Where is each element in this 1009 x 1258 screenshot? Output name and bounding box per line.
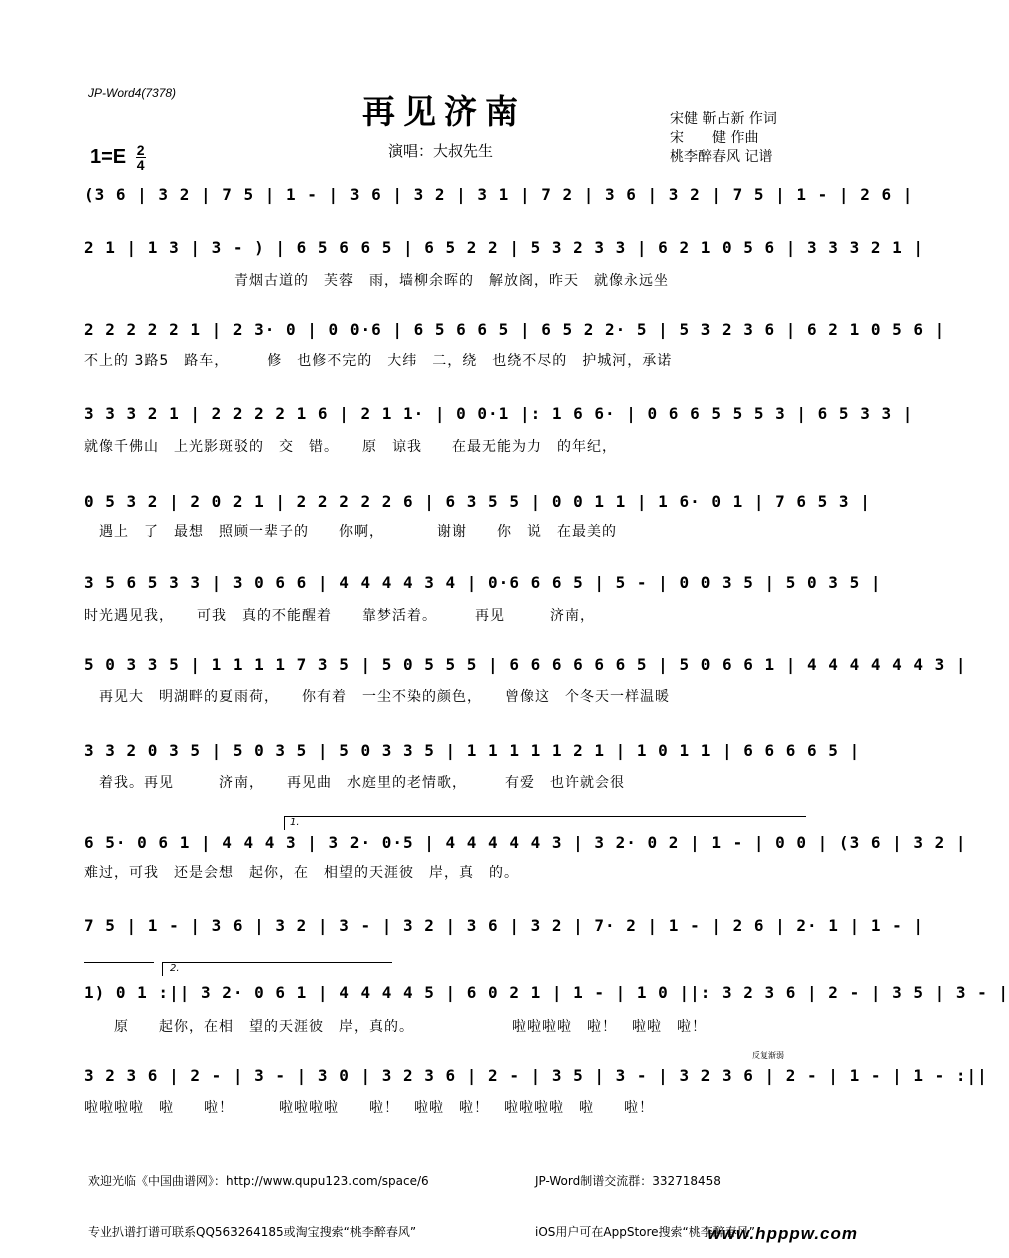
- time-numerator: 2: [136, 142, 145, 158]
- composer-credit: 宋 健 作曲: [670, 130, 759, 146]
- lyric-row-6: 时光遇见我， 可我 真的不能醒着 靠梦活着。 再见 济南，: [84, 608, 595, 624]
- website-watermark: www.hpppw.com: [707, 1224, 858, 1243]
- time-signature: [136, 143, 146, 172]
- notation-row-12: 3 2 3 6 | 2 - | 3 - | 3 0 | 3 2 3 6 | 2 - | 3 5 | 3 - | 3 2 3 6 | 2 - | 1 - | 1 - :||: [84, 1066, 988, 1085]
- footer-ios-line: iOS用户可在AppStore搜索“桃李醉春风”: [535, 1225, 755, 1239]
- song-title: 再见济南: [362, 92, 526, 131]
- lyric-row-3: 不上的 3路5 路车， 修 也修不完的 大纬 二，绕 也绕不尽的 护城河，承诺: [84, 353, 673, 369]
- time-denominator: 4: [136, 157, 145, 173]
- notation-row-6: 3 5 6 5 3 3 | 3 0 6 6 | 4 4 4 4 3 4 | 0·6 6 6 5 | 5 - | 0 0 3 5 | 5 0 3 5 |: [84, 573, 882, 592]
- notation-row-11: 1) 0 1 :|| 3 2· 0 6 1 | 4 4 4 4 5 | 6 0 2 1 | 1 - | 1 0 ||: 3 2 3 6 | 2 - | 3 5 | 3 - |: [84, 983, 1009, 1002]
- footer-group-line: JP-Word制谱交流群：332718458: [535, 1174, 721, 1188]
- notation-row-1: (3 6 | 3 2 | 7 5 | 1 - | 3 6 | 3 2 | 3 1 | 7 2 | 3 6 | 3 2 | 7 5 | 1 - | 2 6 |: [84, 185, 914, 204]
- credits-block: [670, 110, 777, 167]
- key-label: 1=E: [90, 145, 127, 168]
- notation-row-4: 3 3 3 2 1 | 2 2 2 2 1 6 | 2 1 1· | 0 0·1 |: 1 6 6· | 0 6 6 5 5 5 3 | 6 5 3 3 |: [84, 404, 914, 423]
- footer-left: [88, 1139, 429, 1258]
- footer-contact-line: 专业扒谱打谱可联系QQ563264185或淘宝搜索“桃李醉春风”: [88, 1225, 417, 1239]
- first-ending-tick: [284, 816, 285, 830]
- notation-row-9: 6 5· 0 6 1 | 4 4 4 3 | 3 2· 0·5 | 4 4 4 4 4 3 | 3 2· 0 2 | 1 - | 0 0 | (3 6 | 3 2 |: [84, 833, 967, 852]
- lyric-row-12: 啦啦啦啦 啦 啦！ 啦啦啦啦 啦！ 啦啦 啦！ 啦啦啦啦 啦 啦！: [84, 1100, 654, 1116]
- notation-row-5: 0 5 3 2 | 2 0 2 1 | 2 2 2 2 2 6 | 6 3 5 5 | 0 0 1 1 | 1 6· 0 1 | 7 6 5 3 |: [84, 492, 871, 511]
- key-signature: [90, 143, 146, 172]
- repeat-fade-note: 反复渐弱: [752, 1051, 784, 1060]
- lyric-row-2: 青烟古道的 芙蓉 雨，墙柳余晖的 解放阁，昨天 就像永远坐: [84, 273, 669, 289]
- lyric-row-5: 遇上 了 最想 照顾一辈子的 你啊， 谢谢 你 说 在最美的: [84, 524, 617, 540]
- lyric-row-7: 再见大 明湖畔的夏雨荷， 你有着 一尘不染的颜色， 曾像这 个冬天一样温暖: [84, 689, 670, 705]
- lyric-row-9: 难过，可我 还是会想 起你，在 相望的天涯彼 岸，真 的。: [84, 865, 519, 881]
- lyric-row-4: 就像千佛山 上光影斑驳的 交 错。 原 谅我 在最无能为力 的年纪，: [84, 439, 617, 455]
- first-ending-bracket: [284, 816, 806, 817]
- second-ending-label: 2.: [170, 963, 180, 974]
- first-ending-continuation: [84, 962, 154, 963]
- notation-row-2: 2 1 | 1 3 | 3 - ) | 6 5 6 6 5 | 6 5 2 2 | 5 3 2 3 3 | 6 2 1 0 5 6 | 3 3 3 2 1 |: [84, 238, 924, 257]
- notation-row-7: 5 0 3 3 5 | 1 1 1 1 7 3 5 | 5 0 5 5 5 | 6 6 6 6 6 6 5 | 5 0 6 6 1 | 4 4 4 4 4 4 3 |: [84, 655, 967, 674]
- second-ending-tick: [162, 962, 163, 976]
- singer-credit: 演唱：大叔先生: [388, 142, 494, 160]
- first-ending-label: 1.: [290, 817, 300, 828]
- lyricist-credit: 宋健 靳占新 作词: [670, 111, 777, 127]
- notation-row-10: 7 5 | 1 - | 3 6 | 3 2 | 3 - | 3 2 | 3 6 | 3 2 | 7· 2 | 1 - | 2 6 | 2· 1 | 1 - |: [84, 916, 924, 935]
- footer-website-line: 欢迎光临《中国曲谱网》：http://www.qupu123.com/space/6: [88, 1174, 429, 1188]
- lyric-row-8: 着我。再见 济南， 再见曲 水庭里的老情歌， 有爱 也许就会很: [84, 775, 625, 791]
- notation-row-3: 2 2 2 2 2 1 | 2 3· 0 | 0 0·6 | 6 5 6 6 5 | 6 5 2 2· 5 | 5 3 2 3 6 | 6 2 1 0 5 6 |: [84, 320, 946, 339]
- software-label: JP-Word4(7378): [88, 86, 177, 100]
- lyric-row-11: 原 起你，在相 望的天涯彼 岸，真的。 啦啦啦啦 啦！ 啦啦 啦！: [84, 1019, 707, 1035]
- notation-row-8: 3 3 2 0 3 5 | 5 0 3 5 | 5 0 3 3 5 | 1 1 1 1 1 2 1 | 1 0 1 1 | 6 6 6 6 5 |: [84, 741, 861, 760]
- lyric-row-1: [84, 215, 806, 237]
- transcriber-credit: 桃李醉春风 记谱: [670, 149, 773, 165]
- second-ending-bracket: [162, 962, 392, 963]
